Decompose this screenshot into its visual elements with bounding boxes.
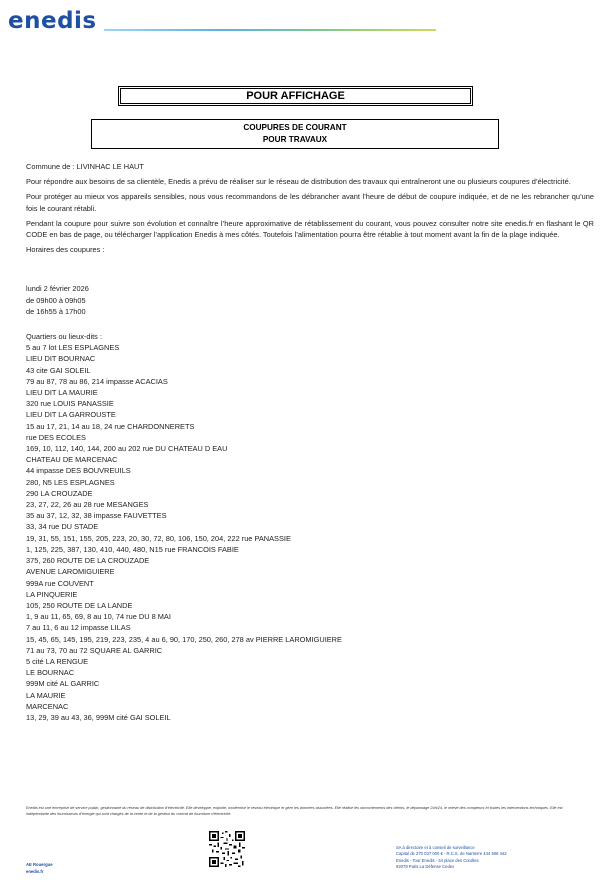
place-item: 999A rue COUVENT	[26, 578, 94, 588]
places-label: Quartiers ou lieux-dits :	[26, 332, 102, 342]
place-item: 290 LA CROUZADE	[26, 488, 93, 498]
subtitle-line-1: COUPURES DE COURANT	[243, 123, 347, 132]
place-item: 5 au 7 lot LES ESPLAGNES	[26, 343, 120, 353]
footer-address-right	[396, 845, 507, 870]
company-line: Capital de 270 037 000 € - R.C.S. de Nanterre 444 608 442	[396, 851, 507, 857]
place-item: 1, 125, 225, 387, 130, 410, 440, 480, N15 rue FRANCOIS FABIE	[26, 544, 239, 554]
qr-code-icon[interactable]	[209, 831, 245, 867]
company-line: SA à directoire et à conseil de surveillance	[396, 845, 475, 850]
place-item: 71 au 73, 70 au 72 SQUARE AL GARRIC	[26, 645, 163, 655]
place-item: 5 cité LA RENGUE	[26, 656, 89, 666]
paragraph-1: Pour répondre aux besoins de sa clientèle, Enedis a prévu de réaliser sur le réseau de distribution des travaux qui entraîneront une ou plusieurs coupures d’électricité.	[26, 177, 571, 187]
notice-body	[26, 161, 594, 723]
region-label: AE Rouergue	[26, 862, 53, 867]
place-item: CHATEAU DE MARCENAC	[26, 455, 118, 465]
legal-text: Enedis est une entreprise de service public, gestionnaire du réseau de distribution d’électricité. Elle développe, exploite, modernise le réseau électrique et gère les données associées. Elle réalise les raccordements des clients, le dépannage 24h/24, le relevé des compteurs et toutes les interventions techniques. Elle est indépendante des fournisseurs d’énergie qui sont chargés de la vente et de la gestion du contrat de fourniture d’électricité.	[26, 806, 563, 816]
place-item: LIEU DIT LA MAURIE	[26, 388, 98, 398]
place-item: LE BOURNAC	[26, 668, 75, 678]
commune-label: Commune de : LIVINHAC LE HAUT	[26, 162, 144, 171]
place-item: LIEU DIT BOURNAC	[26, 354, 96, 364]
notice-title: POUR AFFICHAGE	[120, 88, 471, 104]
place-item: AVENUE LAROMIGUIERE	[26, 567, 115, 577]
place-item: MARCENAC	[26, 701, 69, 711]
company-line: Enedis - Tour Enedis - 34 place des Corolles	[396, 857, 479, 863]
place-item: 1, 9 au 11, 65, 69, 8 au 10, 74 rue DU 8 MAI	[26, 612, 171, 622]
enedis-logo: enedis	[8, 8, 97, 34]
place-item: 7 au 11, 6 au 12 impasse LILAS	[26, 623, 131, 633]
footer-address-left	[26, 862, 53, 875]
place-item: 33, 34 rue DU STADE	[26, 522, 99, 532]
place-item: LA MAURIE	[26, 690, 66, 700]
place-item: 105, 250 ROUTE DE LA LANDE	[26, 600, 133, 610]
place-item: LA PINQUERIE	[26, 589, 78, 599]
company-line: 92079 Paris La Défense Cedex	[396, 863, 455, 869]
place-item: 15, 45, 65, 145, 195, 219, 223, 235, 4 au 6, 90, 170, 250, 260, 278 av PIERRE LAROMIGUIERE	[26, 634, 342, 644]
place-item: 23, 27, 22, 26 au 28 rue MESANGES	[26, 500, 149, 510]
place-item: 280, N5 LES ESPLAGNES	[26, 477, 115, 487]
place-item: 44 impasse DES BOUVREUILS	[26, 466, 131, 476]
schedule-block	[26, 283, 594, 317]
hours-label: Horaires des coupures :	[26, 245, 105, 255]
title-box	[118, 86, 473, 106]
place-item: 375, 260 ROUTE DE LA CROUZADE	[26, 556, 150, 566]
place-item: 15 au 17, 21, 14 au 18, 24 rue CHARDONNERETS	[26, 421, 195, 431]
subtitle-line-2: POUR TRAVAUX	[262, 135, 328, 144]
paragraph-3: Pendant la coupure pour suivre son évolution et connaître l’heure approximative de rétablissement du courant, vous pouvez consulter notre site enedis.fr en flashant le QR CODE en bas de page, ou télécharger l’application Enedis à mes côtés. Toutefois l’alimentation pourra être rétablie à tout moment avant la fin de la plage indiquée.	[26, 218, 594, 240]
place-item: 35 au 37, 12, 32, 38 impasse FAUVETTES	[26, 511, 167, 521]
place-item: 19, 31, 55, 151, 155, 205, 223, 20, 30, 72, 80, 106, 150, 204, 222 rue PANASSIE	[26, 533, 291, 543]
header-gradient-rule	[104, 29, 436, 31]
place-item: 169, 10, 112, 140, 144, 200 au 202 rue DU CHATEAU D EAU	[26, 444, 228, 454]
subtitle-box	[91, 119, 499, 149]
place-item: rue DES ECOLES	[26, 432, 86, 442]
place-item: LIEU DIT LA GARROUSTE	[26, 410, 116, 420]
place-item: 13, 29, 39 au 43, 36, 999M cité GAI SOLEIL	[26, 712, 171, 722]
place-item: 320 rue LOUIS PANASSIE	[26, 399, 114, 409]
site-link[interactable]: enedis.fr	[26, 868, 44, 874]
schedule-date: lundi 2 février 2026	[26, 284, 89, 294]
places-list	[26, 342, 594, 723]
place-item: 79 au 87, 78 au 86, 214 impasse ACACIAS	[26, 376, 168, 386]
schedule-slot: de 16h55 à 17h00	[26, 306, 86, 316]
place-item: 43 cite GAI SOLEIL	[26, 365, 91, 375]
paragraph-2: Pour protéger au mieux vos appareils sensibles, nous vous recommandons de les débrancher avant l’heure de début de coupure indiquée, et de ne les rebrancher qu’une fois le courant rétabli.	[26, 192, 594, 213]
schedule-slot: de 09h00 à 09h05	[26, 295, 86, 305]
place-item: 999M cité AL GARRIC	[26, 679, 100, 689]
